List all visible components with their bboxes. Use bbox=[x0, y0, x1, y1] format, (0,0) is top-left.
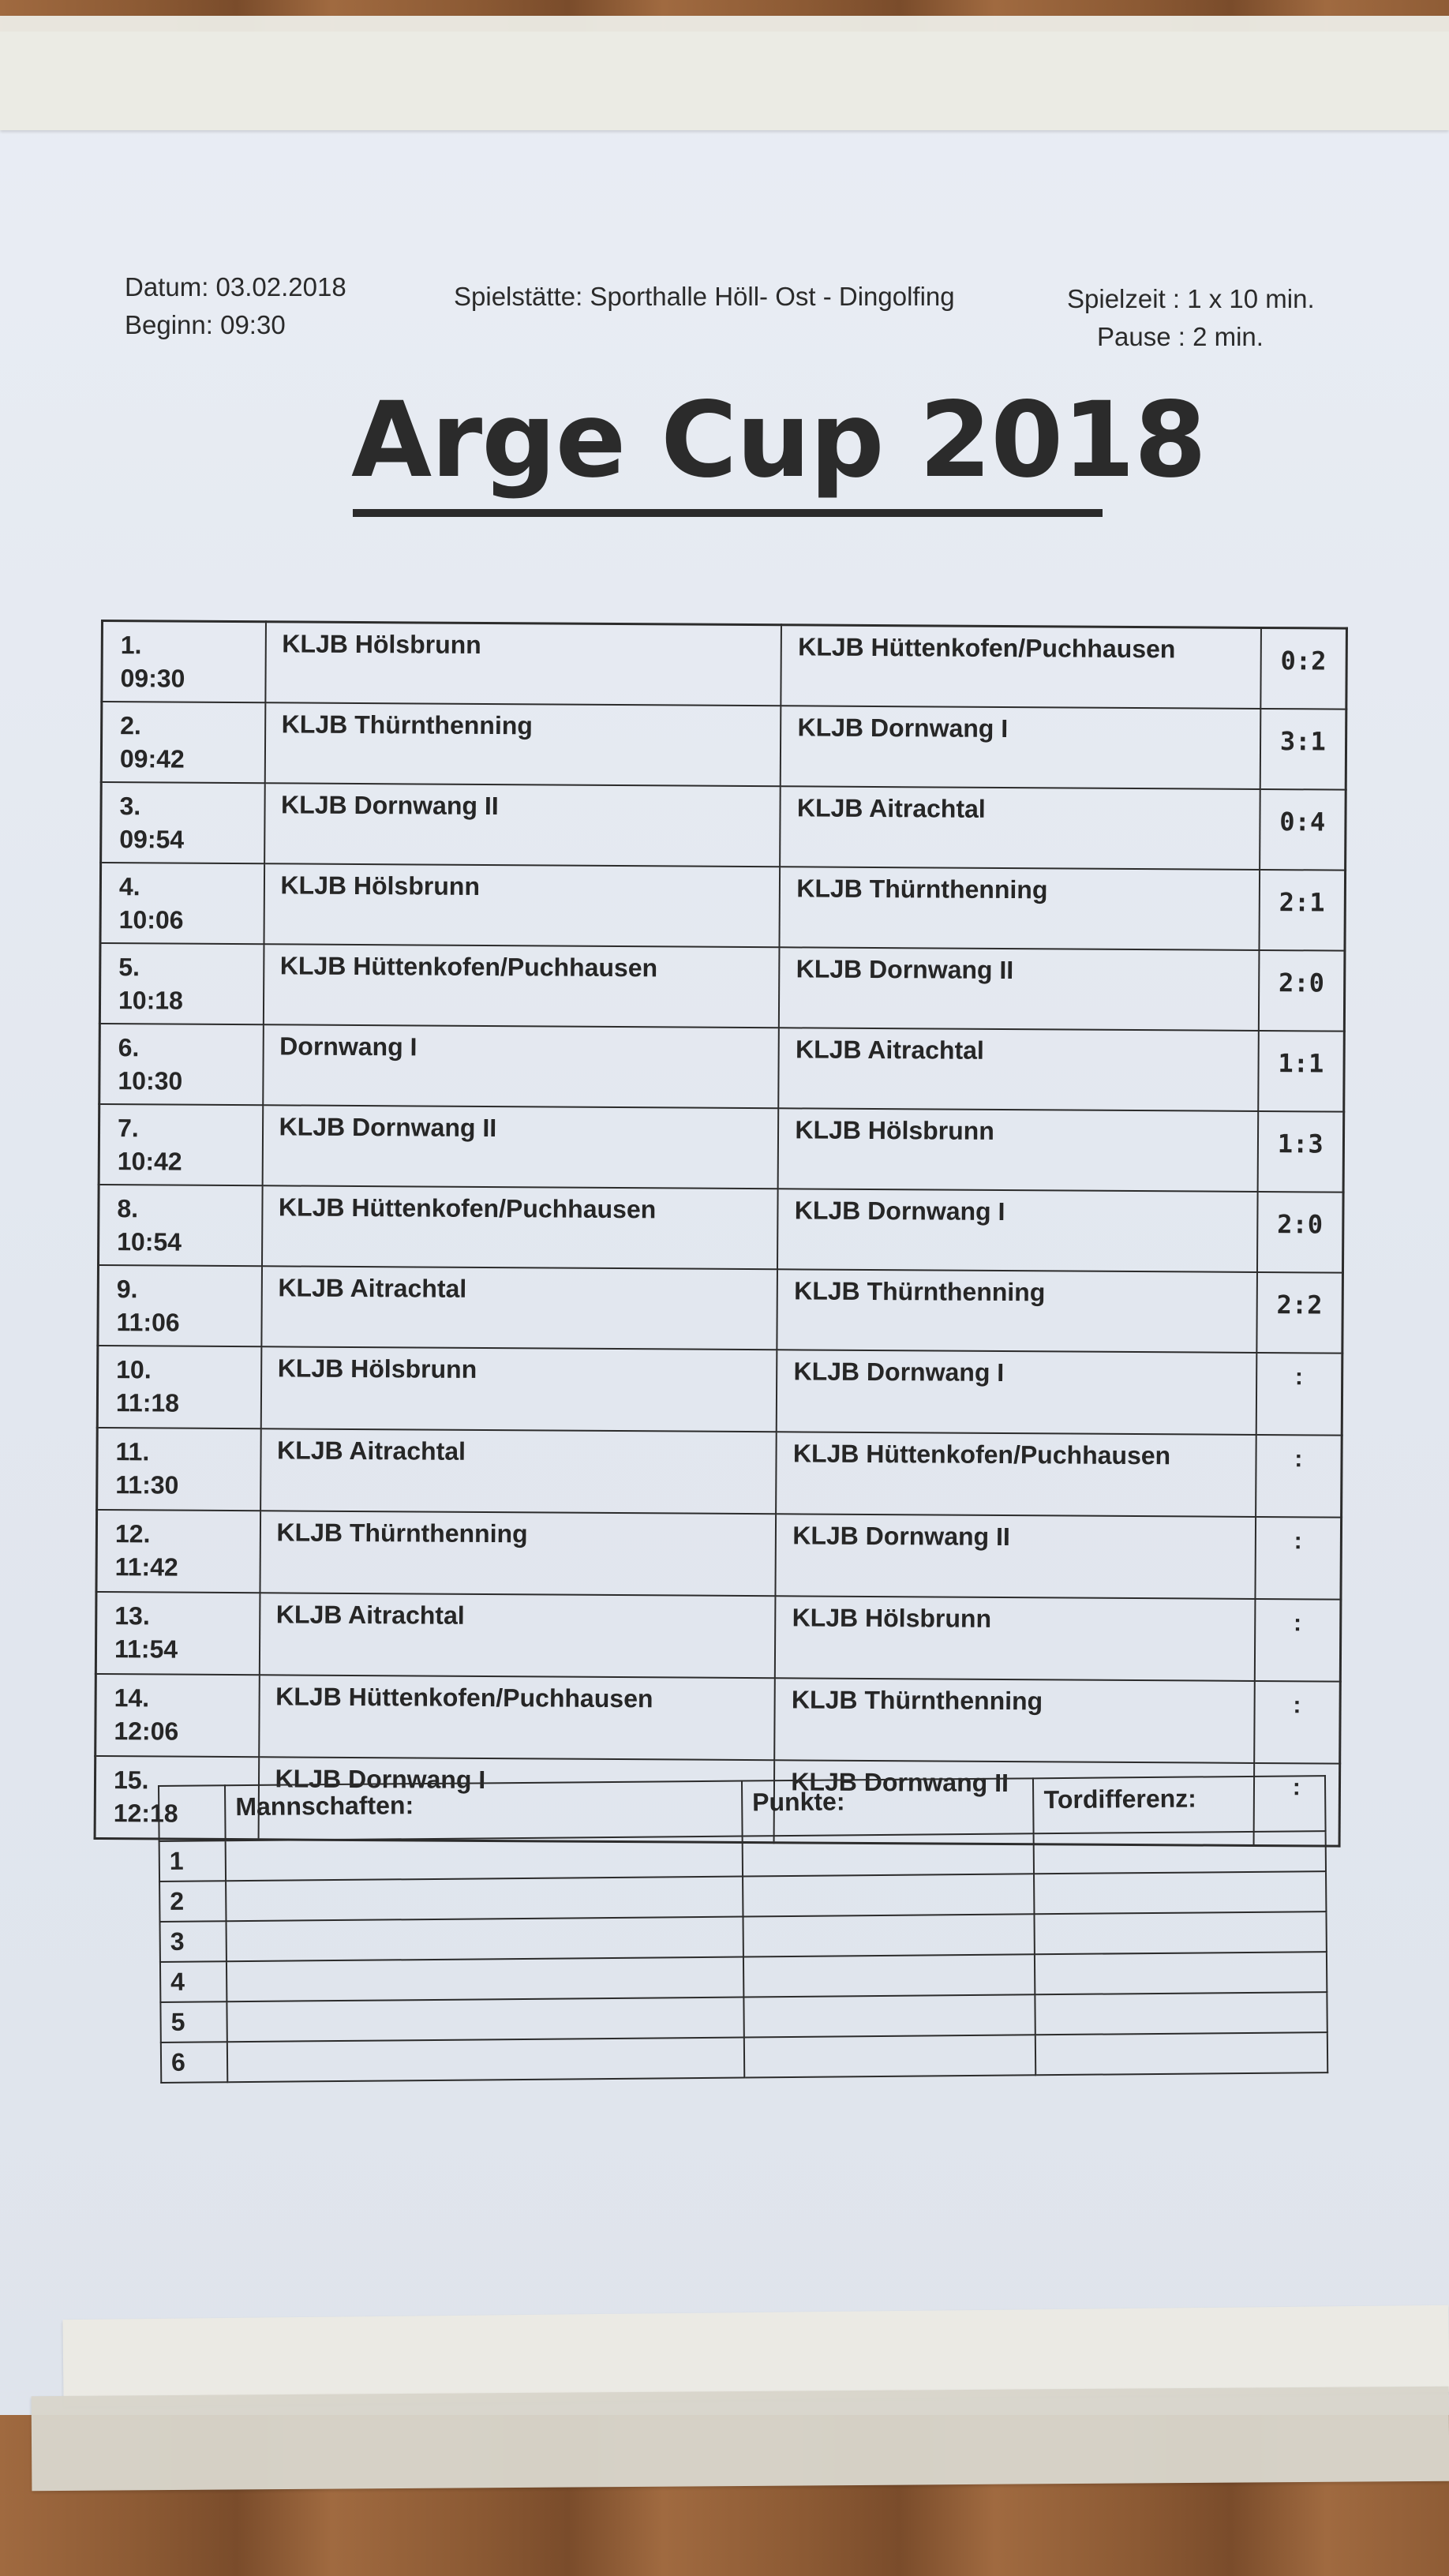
home-team: KLJB Aitrachtal bbox=[260, 1428, 777, 1514]
match-number: 13. bbox=[114, 1601, 150, 1631]
match-time: 10:18 bbox=[118, 986, 184, 1015]
goal-diff-header: Tordifferenz: bbox=[1033, 1776, 1325, 1833]
home-team: KLJB Dornwang II bbox=[262, 1105, 778, 1189]
away-team: KLJB Dornwang II bbox=[776, 1514, 1256, 1599]
home-team: KLJB Hölsbrunn bbox=[265, 622, 781, 706]
match-time: 10:06 bbox=[118, 905, 184, 934]
match-number-time bbox=[95, 1592, 260, 1675]
home-team: KLJB Hüttenkofen/Puchhausen bbox=[262, 1185, 778, 1269]
match-time: 10:30 bbox=[118, 1066, 183, 1095]
away-team: KLJB Hüttenkofen/Puchhausen bbox=[776, 1432, 1256, 1517]
match-number-time bbox=[97, 1428, 261, 1511]
match-score: 2:0 bbox=[1257, 1192, 1344, 1273]
page-title: Arge Cup 2018 bbox=[351, 380, 1206, 501]
match-time: 12:18 bbox=[113, 1799, 178, 1828]
match-time: 10:42 bbox=[117, 1147, 182, 1176]
match-number: 2. bbox=[120, 711, 141, 740]
match-time: 11:18 bbox=[115, 1388, 180, 1417]
match-time: 09:54 bbox=[119, 825, 185, 854]
match-row bbox=[99, 1185, 1344, 1273]
away-team: KLJB Dornwang I bbox=[781, 706, 1260, 789]
match-number: 9. bbox=[116, 1275, 138, 1304]
rank-number: 6 bbox=[161, 2042, 228, 2083]
team-cell bbox=[227, 1998, 744, 2042]
match-number: 8. bbox=[117, 1194, 139, 1223]
match-time: 11:42 bbox=[114, 1552, 178, 1582]
goal-diff-cell bbox=[1035, 1992, 1327, 2035]
points-header: Punkte: bbox=[742, 1778, 1034, 1836]
points-cell bbox=[744, 2035, 1036, 2077]
points-cell bbox=[743, 1954, 1035, 1997]
match-row bbox=[95, 1592, 1341, 1682]
match-number-time bbox=[99, 943, 264, 1024]
home-team: KLJB Dornwang II bbox=[264, 783, 781, 867]
match-number-time bbox=[99, 1104, 263, 1185]
away-team: KLJB Hölsbrunn bbox=[778, 1108, 1258, 1192]
match-row bbox=[99, 1104, 1344, 1193]
match-score: : bbox=[1256, 1435, 1342, 1518]
home-team: KLJB Aitrachtal bbox=[261, 1266, 777, 1350]
game-time-text: Spielzeit : 1 x 10 min. bbox=[1067, 284, 1315, 313]
away-team: KLJB Dornwang I bbox=[777, 1350, 1256, 1435]
title-underline bbox=[353, 509, 1103, 517]
points-cell bbox=[743, 1914, 1035, 1956]
timing-block bbox=[1067, 280, 1315, 356]
rank-header-cell bbox=[159, 1785, 226, 1841]
away-team: KLJB Thürnthenning bbox=[780, 867, 1260, 950]
match-time: 09:30 bbox=[120, 664, 185, 693]
match-number-time bbox=[99, 1024, 264, 1105]
home-team: KLJB Thürnthenning bbox=[264, 702, 781, 786]
team-cell bbox=[226, 1837, 743, 1881]
match-row bbox=[101, 702, 1346, 790]
match-number-time bbox=[95, 1674, 260, 1757]
points-cell bbox=[743, 1994, 1035, 2037]
teams-header: Mannschaften: bbox=[225, 1781, 742, 1841]
match-score: 0:4 bbox=[1260, 789, 1346, 871]
team-cell bbox=[226, 1877, 743, 1922]
match-schedule-table bbox=[94, 620, 1348, 1848]
rank-number: 3 bbox=[160, 1921, 227, 1962]
team-cell bbox=[227, 1917, 743, 1962]
goal-diff-cell bbox=[1035, 2032, 1327, 2075]
match-row bbox=[97, 1346, 1342, 1436]
match-row bbox=[101, 782, 1346, 871]
match-row bbox=[97, 1428, 1342, 1518]
home-team: Dornwang I bbox=[263, 1024, 779, 1108]
match-score: 3:1 bbox=[1260, 709, 1346, 790]
match-score: 2:1 bbox=[1259, 870, 1346, 951]
match-number: 10. bbox=[116, 1355, 152, 1384]
match-row bbox=[96, 1510, 1342, 1600]
match-score: : bbox=[1253, 1763, 1340, 1846]
match-number: 14. bbox=[114, 1683, 150, 1713]
home-team: KLJB Hölsbrunn bbox=[260, 1346, 777, 1432]
venue-text: Spielstätte: Sporthalle Höll- Ost - Dingolfing bbox=[454, 282, 955, 311]
home-team: KLJB Hüttenkofen/Puchhausen bbox=[259, 1675, 775, 1760]
home-team: KLJB Dornwang I bbox=[258, 1757, 774, 1842]
rank-number: 1 bbox=[159, 1840, 227, 1881]
match-number: 5. bbox=[118, 953, 140, 982]
away-team: KLJB Dornwang II bbox=[774, 1760, 1254, 1845]
match-score: 0:2 bbox=[1260, 627, 1347, 709]
home-team: KLJB Aitrachtal bbox=[259, 1593, 775, 1678]
goal-diff-cell bbox=[1035, 1952, 1327, 1994]
team-cell bbox=[227, 2038, 744, 2083]
match-score: 1:1 bbox=[1258, 1031, 1345, 1112]
match-score: 2:2 bbox=[1256, 1272, 1343, 1354]
away-team: KLJB Dornwang II bbox=[779, 947, 1259, 1031]
match-number-time bbox=[99, 1185, 263, 1266]
points-cell bbox=[743, 1874, 1035, 1916]
match-score: : bbox=[1254, 1599, 1341, 1682]
goal-diff-cell bbox=[1035, 1911, 1327, 1954]
home-team: KLJB Hölsbrunn bbox=[264, 863, 780, 947]
away-team: KLJB Thürnthenning bbox=[775, 1678, 1255, 1763]
match-number-time bbox=[101, 782, 265, 863]
match-number: 15. bbox=[113, 1765, 149, 1795]
match-time: 10:54 bbox=[117, 1227, 182, 1256]
match-number: 11. bbox=[115, 1437, 150, 1466]
match-number: 7. bbox=[117, 1114, 139, 1143]
match-number: 6. bbox=[118, 1033, 140, 1062]
match-number: 4. bbox=[118, 872, 140, 901]
match-time: 09:42 bbox=[119, 744, 185, 773]
goal-diff-cell bbox=[1034, 1831, 1326, 1874]
match-row bbox=[99, 943, 1345, 1032]
pause-text: Pause : 2 min. bbox=[1097, 322, 1264, 351]
match-score: : bbox=[1256, 1353, 1342, 1436]
start-time-text: Beginn: 09:30 bbox=[125, 310, 286, 339]
match-number: 3. bbox=[119, 792, 141, 821]
standings-header-row bbox=[159, 1776, 1326, 1841]
match-number-time bbox=[102, 621, 266, 703]
match-number-time bbox=[97, 1346, 261, 1428]
match-number-time bbox=[96, 1510, 260, 1593]
match-row bbox=[99, 1024, 1345, 1112]
away-team: KLJB Aitrachtal bbox=[779, 1028, 1259, 1111]
match-number: 1. bbox=[120, 631, 142, 660]
match-number: 12. bbox=[114, 1519, 151, 1548]
match-number-time bbox=[98, 1265, 262, 1346]
match-number-time bbox=[100, 863, 264, 944]
date-block bbox=[125, 268, 346, 344]
away-team: KLJB Dornwang I bbox=[777, 1189, 1257, 1272]
match-row bbox=[100, 863, 1346, 951]
match-row bbox=[102, 621, 1347, 710]
match-score: : bbox=[1255, 1517, 1342, 1600]
date-text: Datum: 03.02.2018 bbox=[125, 272, 346, 301]
home-team: KLJB Thürnthenning bbox=[260, 1511, 776, 1596]
match-score: : bbox=[1254, 1681, 1341, 1764]
goal-diff-cell bbox=[1035, 1871, 1327, 1914]
match-score: 2:0 bbox=[1258, 950, 1345, 1032]
away-team: KLJB Aitrachtal bbox=[780, 786, 1260, 870]
rank-number: 5 bbox=[160, 2001, 227, 2042]
home-team: KLJB Hüttenkofen/Puchhausen bbox=[263, 944, 779, 1028]
away-team: KLJB Thürnthenning bbox=[777, 1269, 1257, 1353]
tape-top bbox=[0, 16, 1449, 130]
match-score: 1:3 bbox=[1257, 1111, 1344, 1193]
match-time: 11:54 bbox=[114, 1634, 178, 1664]
rank-number: 2 bbox=[159, 1881, 227, 1922]
points-cell bbox=[743, 1833, 1035, 1876]
tape-bottom-lower bbox=[32, 2387, 1449, 2492]
standings-table bbox=[158, 1775, 1328, 2084]
match-time: 12:06 bbox=[114, 1717, 179, 1746]
team-cell bbox=[227, 1957, 743, 2002]
away-team: KLJB Hölsbrunn bbox=[775, 1596, 1255, 1681]
match-number-time bbox=[101, 702, 265, 783]
match-row bbox=[95, 1674, 1341, 1764]
match-row bbox=[98, 1265, 1343, 1354]
away-team: KLJB Hüttenkofen/Puchhausen bbox=[781, 625, 1261, 709]
rank-number: 4 bbox=[160, 1961, 227, 2002]
match-time: 11:30 bbox=[115, 1470, 179, 1500]
match-time: 11:06 bbox=[116, 1308, 180, 1337]
